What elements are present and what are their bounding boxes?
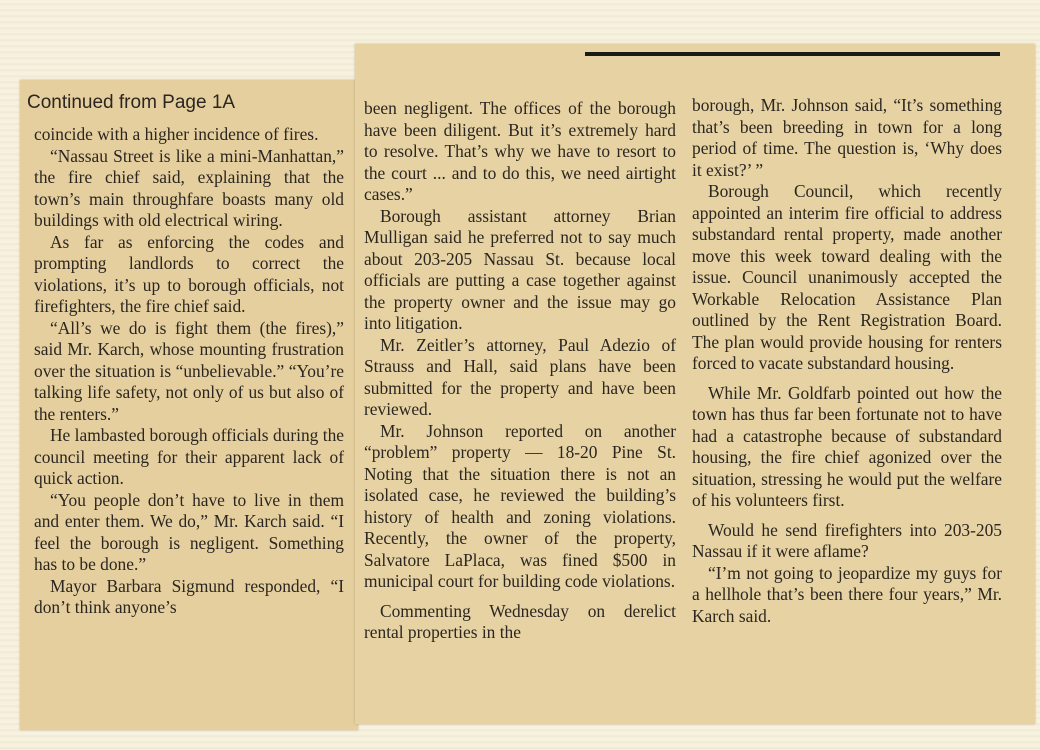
paragraph: “You people don’t have to live in them and enter them. We do,” Mr. Karch said. “I feel the borough is negligent. Something has to be done.” xyxy=(34,489,344,574)
paragraph: “All’s we do is fight them (the fires),” said Mr. Karch, whose mounting frustration over the situation is “unbelievable.” “You’re talking life safety, not only of us but also of the renters.” xyxy=(34,317,344,424)
paragraph: As far as enforcing the codes and prompting landlords to correct the violations, it’s up to borough officials, not firefighters, the fire chief said. xyxy=(34,231,344,316)
paragraph: Commenting Wednesday on derelict rental properties in the xyxy=(364,600,676,642)
paragraph: coincide with a higher incidence of fires. xyxy=(34,124,319,144)
paragraph: Borough Council, which recently appointed an interim fire official to address substandard rental property, made another move this week toward dealing with the issue. Council unanimously accepted the Workable Relocation Assistance Plan outlined by the Rent Registration Board. The plan would provide housing for renters forced to vacate substandard housing. xyxy=(692,181,1002,373)
paragraph: He lambasted borough officials during the council meeting for their apparent lack of quick action. xyxy=(34,425,344,488)
paragraph: “Nassau Street is like a mini-Manhattan,” the fire chief said, explaining that the town’s main throughfare boasts many old buildings with old electrical wiring. xyxy=(34,145,344,230)
paragraph: borough, Mr. Johnson said, “It’s something that’s been breeding in town for a long period of time. The question is, ‘Why does it exist?’ ” xyxy=(692,95,1002,180)
column-3 xyxy=(692,95,1002,627)
continued-header: Continued from Page 1A xyxy=(27,92,236,113)
paragraph: been negligent. The offices of the borough have been diligent. But it’s extremely hard to resolve. That’s why we have to resort to the court ... and to do this, we need airtight cases.” xyxy=(364,98,676,204)
paragraph: Mayor Barbara Sigmund responded, “I don’t think anyone’s xyxy=(34,575,344,617)
paragraph: Mr. Johnson reported on another “problem” property — 18-20 Pine St. Noting that the situation there is not an isolated case, he reviewed the building’s history of health and zoning violations. Recently, the owner of the property, Salvatore LaPlaca, was fined $500 in municipal court for building code violations. xyxy=(364,420,676,591)
paragraph: Would he send firefighters into 203-205 Nassau if it were aflame? xyxy=(692,519,1002,561)
paragraph: While Mr. Goldfarb pointed out how the town has thus far been fortunate not to have had a catastrophe because of substandard housing, the fire chief agonized over the situation, stressing he would put the welfare of his volunteers first. xyxy=(692,382,1002,510)
paragraph: “I’m not going to jeopardize my guys for a hellhole that’s been there four years,” Mr. Karch said. xyxy=(692,562,1002,626)
column-1 xyxy=(34,124,344,619)
column-2 xyxy=(364,98,676,644)
paragraph: Mr. Zeitler’s attorney, Paul Adezio of Strauss and Hall, said plans have been submitted for the property and have been reviewed. xyxy=(364,334,676,419)
paragraph: Borough assistant attorney Brian Mulligan said he preferred not to say much about 203-205 Nassau St. because local officials are putting a case together against the property owner and the issue may go into litigation. xyxy=(364,205,676,333)
top-rule xyxy=(585,52,1000,56)
